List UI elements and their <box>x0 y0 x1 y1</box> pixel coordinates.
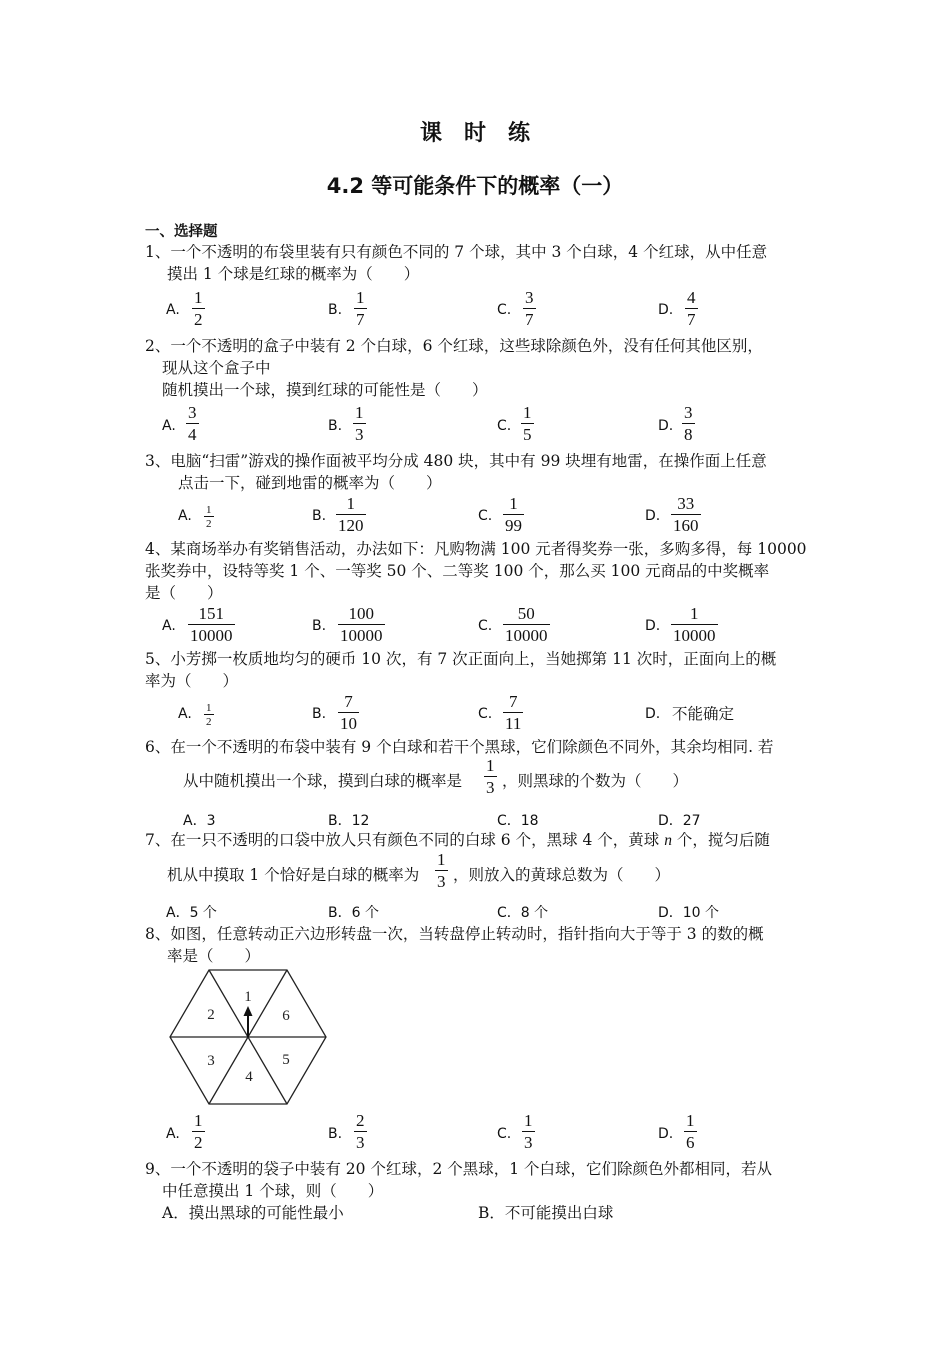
q1-option-a-label: A. <box>166 302 180 318</box>
q7-option-a: A．5 个 <box>166 905 217 921</box>
question-2-line-3: 随机摸出一个球，摸到红球的可能性是（ ） <box>162 381 488 399</box>
variable-n: n <box>664 832 672 849</box>
question-8-line-2: 率是（ ） <box>167 947 261 965</box>
question-1-line-1: 1、一个不透明的布袋里装有只有颜色不同的 7 个球，其中 3 个白球，4 个红球，从中任意 <box>145 243 768 261</box>
q3-option-a-label: A. <box>178 508 192 524</box>
q8-option-b-label: B. <box>328 1126 343 1142</box>
lesson-subtitle: 4.2 等可能条件下的概率（一） <box>326 174 624 198</box>
q2-option-d-label: D. <box>658 418 674 434</box>
q8-option-d-fraction: 1 6 <box>686 1111 695 1152</box>
q4-option-b-label: B. <box>312 618 327 634</box>
q9-option-a: A．摸出黑球的可能性最小 <box>162 1204 344 1222</box>
q7-option-b: B．6 个 <box>328 905 379 921</box>
q3-option-c-label: C. <box>478 508 493 524</box>
q4-option-b-fraction: 100 10000 <box>340 604 383 645</box>
q5-option-b-label: B. <box>312 706 327 722</box>
question-1-line-2: 摸出 1 个球是红球的概率为（ ） <box>167 265 420 283</box>
q1-option-b-fraction: 1 7 <box>356 288 365 329</box>
question-7-line-2b: ，则放入的黄球总数为（ ） <box>453 866 671 884</box>
question-3-line-2: 点击一下，碰到地雷的概率为（ ） <box>178 474 442 492</box>
sector-label: 5 <box>282 1052 290 1068</box>
q4-option-d-fraction: 1 10000 <box>673 604 716 645</box>
q5-option-c-label: C. <box>478 706 493 722</box>
q8-option-a-label: A. <box>166 1126 180 1142</box>
q2-option-c-fraction: 1 5 <box>523 403 532 444</box>
q9-option-b: B．不可能摸出白球 <box>478 1204 614 1222</box>
question-5-line-1: 5、小芳掷一枚质地均匀的硬币 10 次，有 7 次正面向上，当她掷第 11 次时，正面向上的概 <box>145 650 777 668</box>
page-title: 课 时 练 <box>419 121 530 146</box>
q8-option-b-fraction: 2 3 <box>356 1111 365 1152</box>
question-3-line-1: 3、电脑“扫雷”游戏的操作面被平均分成 480 块，其中有 99 块埋有地雷，在操作面上任意 <box>145 452 767 470</box>
q7-option-d: D．10 个 <box>658 905 720 921</box>
q4-option-a-fraction: 151 10000 <box>190 604 233 645</box>
question-7-line-1: 7、在一只不透明的口袋中放人只有颜色不同的白球 6 个，黑球 4 个，黄球 n 个，搅匀后随 <box>145 831 770 849</box>
q2-option-b-fraction: 1 3 <box>355 403 364 444</box>
q5-option-d-label: D. <box>645 706 661 722</box>
q7-inline-fraction: 1 3 <box>437 850 446 891</box>
q3-option-a-fraction: 1 2 <box>206 504 212 530</box>
q4-option-c-fraction: 50 10000 <box>505 604 548 645</box>
question-4-line-3: 是（ ） <box>145 584 223 602</box>
q5-option-a-fraction: 1 2 <box>206 702 212 728</box>
hexagon-spinner-diagram <box>168 968 328 1106</box>
q6-option-b: B．12 <box>328 813 370 829</box>
q5-option-a-label: A. <box>178 706 192 722</box>
q5-option-c-fraction: 7 11 <box>505 692 522 733</box>
question-2-line-1: 2、一个不透明的盒子中装有 2 个白球，6 个红球，这些球除颜色外，没有任何其他区别， <box>145 337 763 355</box>
q8-option-c-fraction: 1 3 <box>524 1111 533 1152</box>
q8-option-d-label: D. <box>658 1126 674 1142</box>
question-6-line-1: 6、在一个不透明的布袋中装有 9 个白球和若干个黑球，它们除颜色不同外，其余均相同. 若 <box>145 738 774 756</box>
q5-option-b-fraction: 7 10 <box>340 692 357 733</box>
q6-option-c: C．18 <box>497 813 539 829</box>
q5-option-d-text: 不能确定 <box>672 705 735 723</box>
sector-label: 4 <box>245 1069 253 1085</box>
section-heading: 一、选择题 <box>145 224 218 240</box>
question-9-line-1: 9、一个不透明的袋子中装有 20 个红球，2 个黑球，1 个白球，它们除颜色外都相同，若从 <box>145 1160 773 1178</box>
q2-option-d-fraction: 3 8 <box>684 403 693 444</box>
sector-label: 3 <box>207 1053 215 1069</box>
q6-option-a: A．3 <box>183 813 216 829</box>
q3-option-b-label: B. <box>312 508 327 524</box>
q1-option-d-label: D. <box>658 302 674 318</box>
q2-option-c-label: C. <box>497 418 512 434</box>
sector-label: 1 <box>244 989 252 1005</box>
question-5-line-2: 率为（ ） <box>145 672 239 690</box>
question-4-line-2: 张奖券中，设特等奖 1 个、一等奖 50 个、二等奖 100 个，那么买 100 元商品的中奖概率 <box>145 562 770 580</box>
question-4-line-1: 4、某商场举办有奖销售活动，办法如下：凡购物满 100 元者得奖券一张，多购多得，每 10000 <box>145 540 807 558</box>
q2-option-a-fraction: 3 4 <box>188 403 197 444</box>
q1-option-c-label: C. <box>497 302 512 318</box>
q3-option-d-fraction: 33 160 <box>673 494 699 535</box>
question-2-line-2: 现从这个盒子中 <box>162 359 271 377</box>
sector-label: 2 <box>207 1007 215 1023</box>
question-7-line-2a: 机从中摸取 1 个恰好是白球的概率为 <box>167 866 420 884</box>
q6-option-d: D．27 <box>658 813 701 829</box>
q3-option-c-fraction: 1 99 <box>505 494 522 535</box>
q8-option-c-label: C. <box>497 1126 512 1142</box>
q1-option-b-label: B. <box>328 302 343 318</box>
q6-inline-fraction: 1 3 <box>486 756 495 797</box>
q4-option-a-label: A. <box>162 618 176 634</box>
sector-label: 6 <box>282 1008 290 1024</box>
q3-option-b-fraction: 1 120 <box>338 494 364 535</box>
q1-option-a-fraction: 1 2 <box>194 288 203 329</box>
q2-option-a-label: A. <box>162 418 176 434</box>
q2-option-b-label: B. <box>328 418 343 434</box>
q4-option-d-label: D. <box>645 618 661 634</box>
question-6-line-2b: ，则黑球的个数为（ ） <box>502 772 689 790</box>
question-8-line-1: 8、如图，任意转动正六边形转盘一次，当转盘停止转动时，指针指向大于等于 3 的数的概 <box>145 925 764 943</box>
q7-option-c: C．8 个 <box>497 905 549 921</box>
q1-option-d-fraction: 4 7 <box>687 288 696 329</box>
q4-option-c-label: C. <box>478 618 493 634</box>
q3-option-d-label: D. <box>645 508 661 524</box>
question-9-line-2: 中任意摸出 1 个球，则（ ） <box>162 1182 384 1200</box>
q1-option-c-fraction: 3 7 <box>525 288 534 329</box>
question-6-line-2a: 从中随机摸出一个球，摸到白球的概率是 <box>183 772 463 790</box>
q8-option-a-fraction: 1 2 <box>194 1111 203 1152</box>
